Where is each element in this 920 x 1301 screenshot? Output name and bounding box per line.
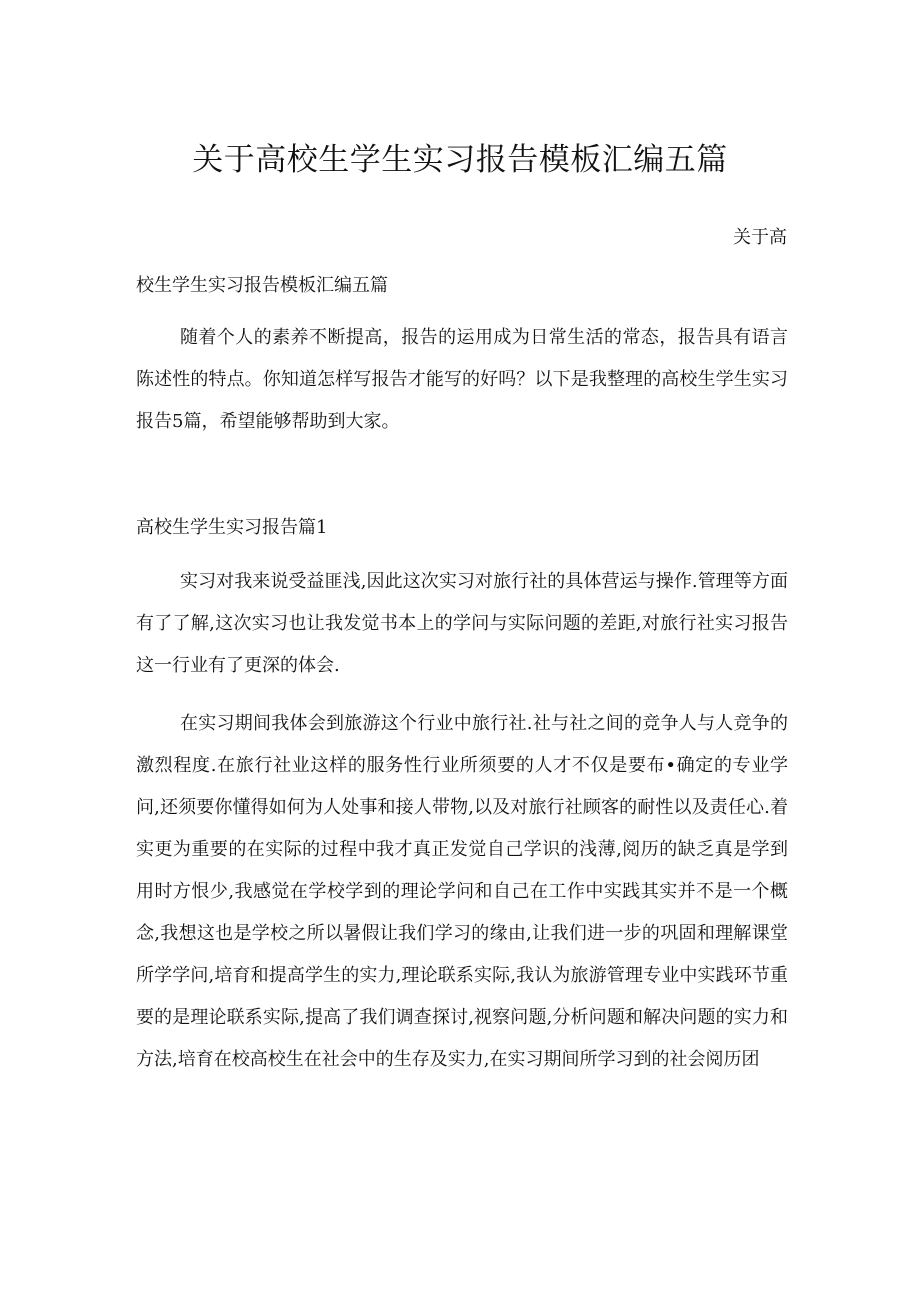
body-paragraph-2: 在实习期间我体会到旅游这个行业中旅行社.社与社之间的竞争人与人竞争的激烈程度.在旅行社业这样的服务性行业所须要的人才不仅是要布•确定的专业学问,还须要你懂得如何为人处事和接人带物,以及对旅行社顾客的耐性以及责任心.着实更为重要的在实际的过程中我才真正发觉自己学识的浅薄,阅历的缺乏真是学到用时方恨少,我感觉在学校学到的理论学问和自己在工作中实践其实并不是一个概念,我想这也是学校之所以暑假让我们学习的缘由,让我们进一步的巩固和理解课堂所学学问,培育和提高学生的实力,理论联系实际,我认为旅游管理专业中实践环节重要的是理论联系实际,提高了我们调查探讨,视察问题,分析问题和解决问题的实力和方法,培育在校高校生在社会中的生存及实力,在实习期间所学习到的社会阅历团 bbox=[136, 713, 788, 1070]
header-right-fragment: 关于高 bbox=[733, 227, 787, 248]
document-title: 关于高校生学生实习报告模板汇编五篇 bbox=[192, 142, 728, 178]
header-continued-line: 校生学生实习报告模板汇编五篇 bbox=[136, 275, 388, 296]
section-title: 高校生学生实习报告篇1 bbox=[136, 517, 328, 538]
body-paragraph-1: 实习对我来说受益匪浅,因此这次实习对旅行社的具体营运与操作.管理等方面有了了解,这次实习也让我发觉书本上的学问与实际问题的差距,对旅行社实习报告这一行业有了更深的体会. bbox=[136, 571, 788, 676]
intro-paragraph: 随着个人的素养不断提高，报告的运用成为日常生活的常态，报告具有语言陈述性的特点。你知道怎样写报告才能写的好吗？以下是我整理的高校生学生实习报告5篇，希望能够帮助到大家。 bbox=[136, 327, 788, 432]
